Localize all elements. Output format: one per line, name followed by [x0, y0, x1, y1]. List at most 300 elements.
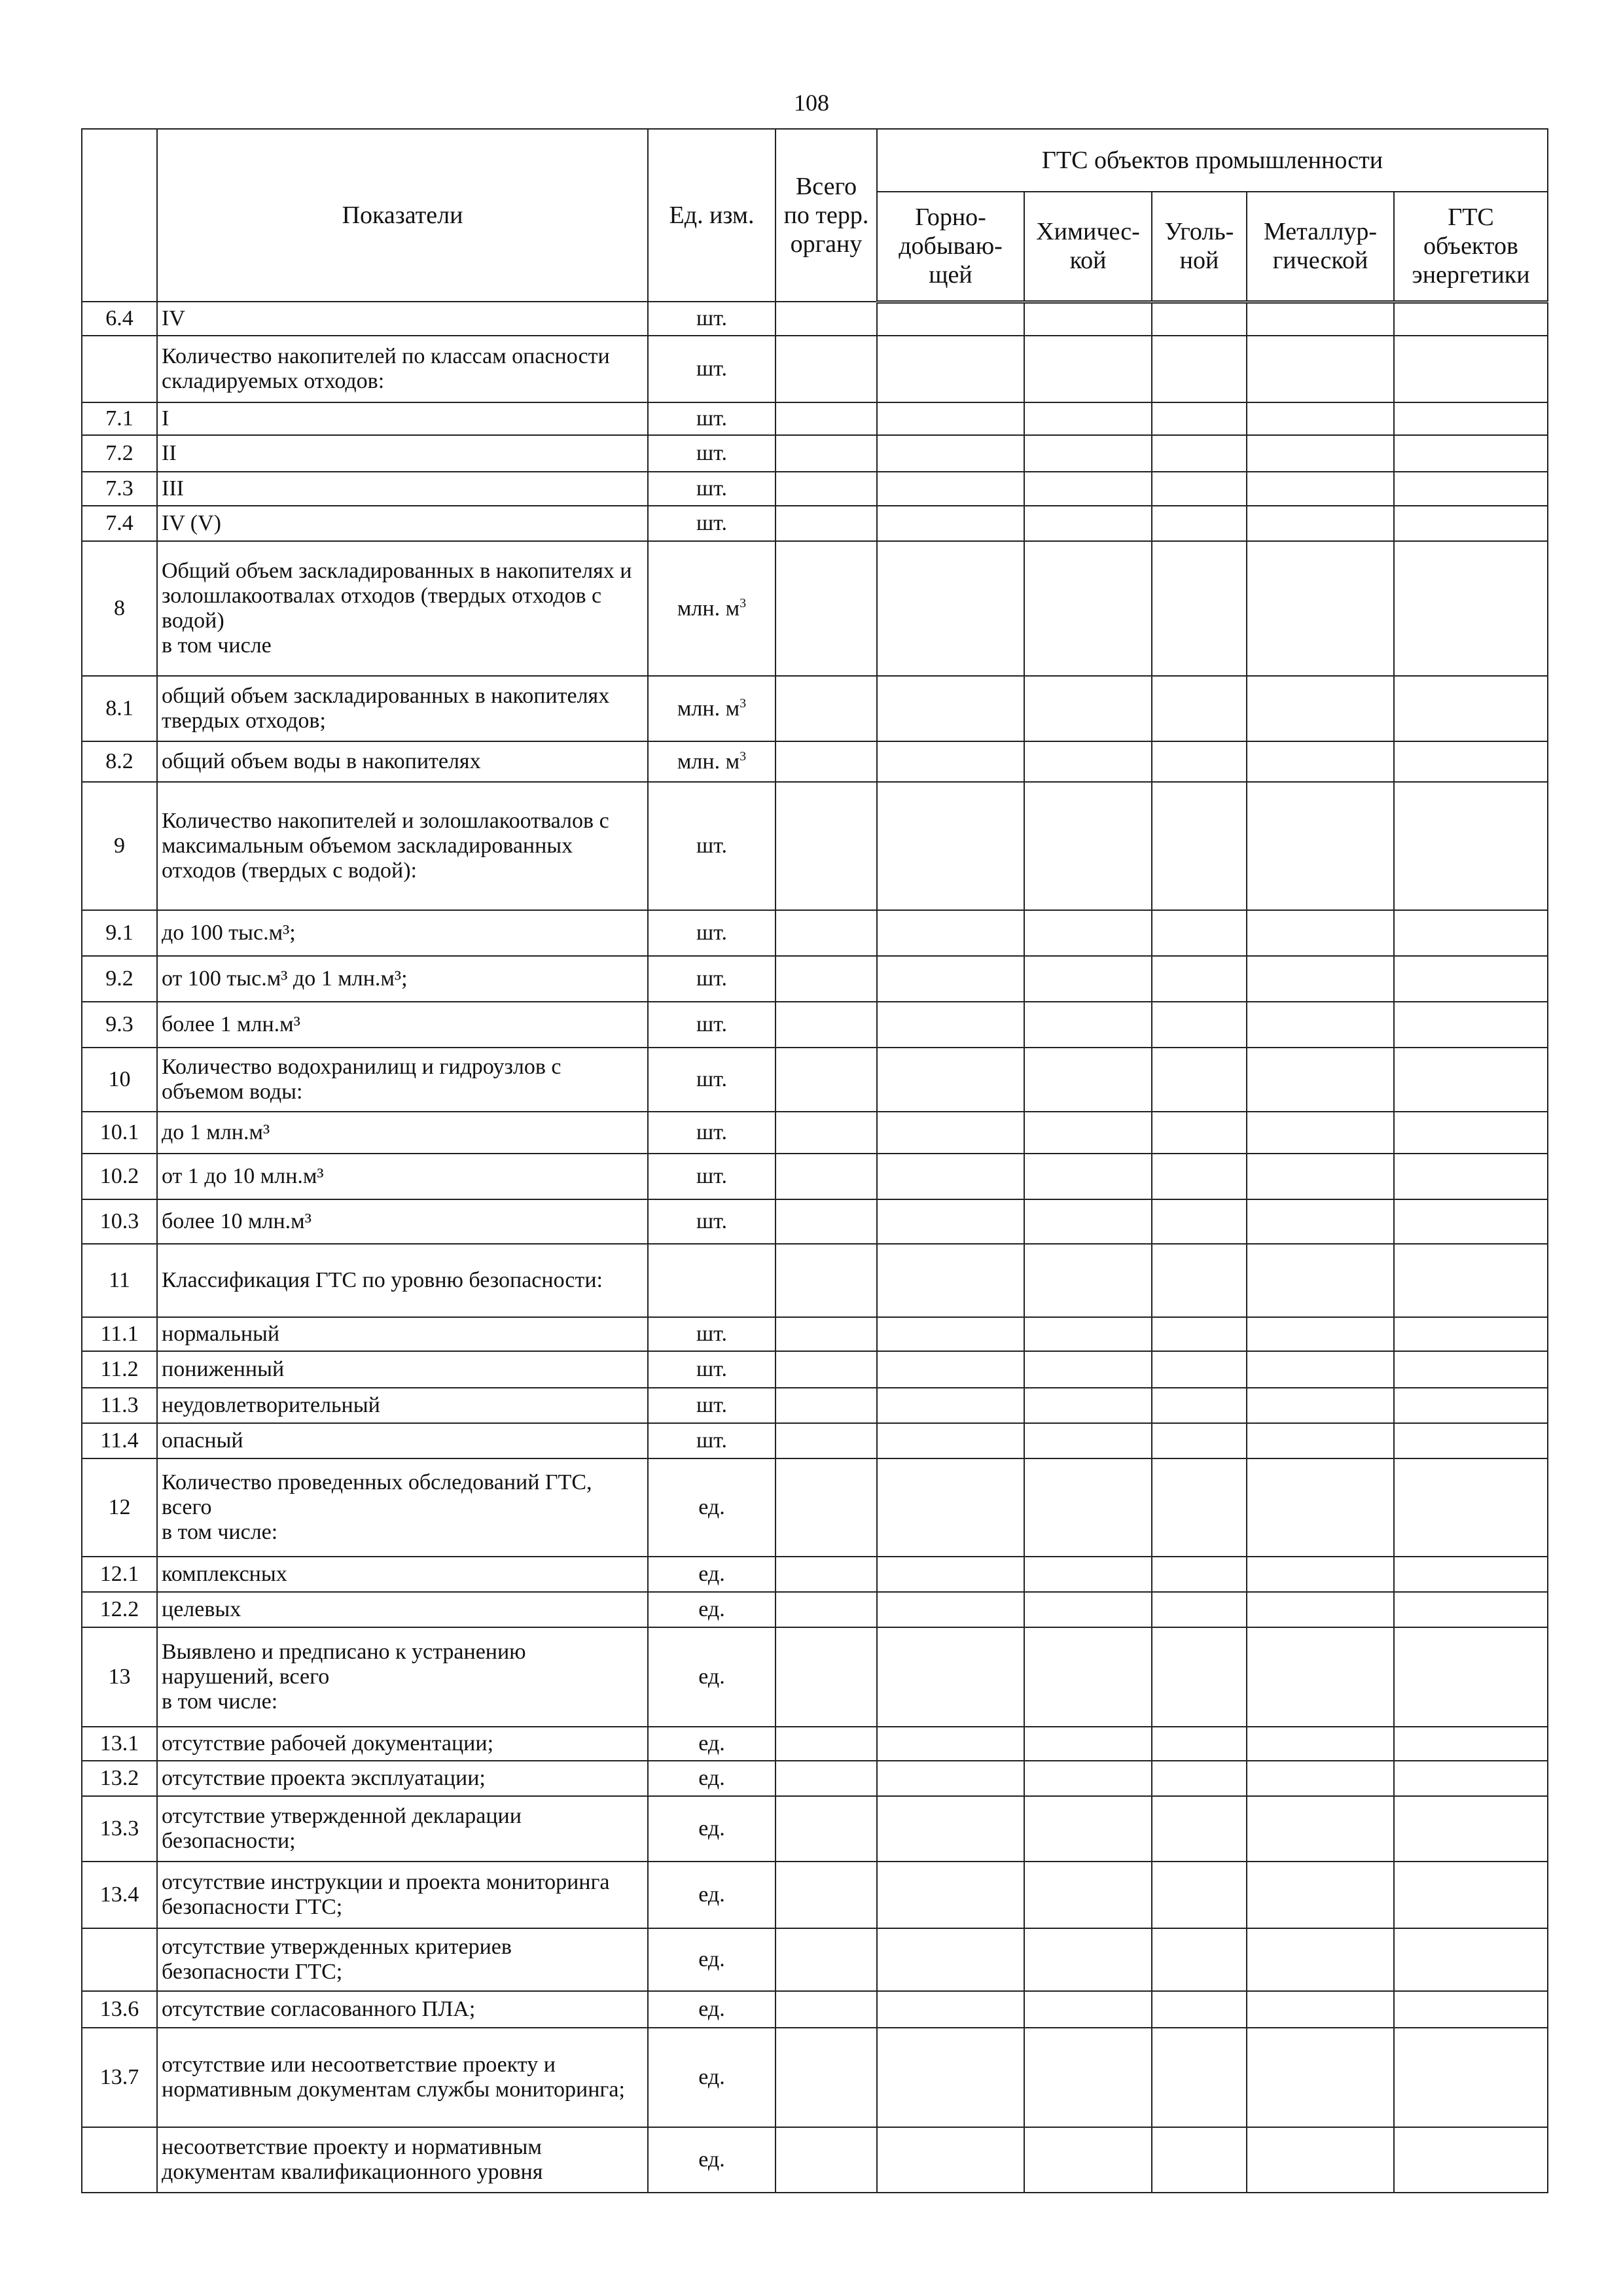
- row-indicator: II: [157, 435, 648, 472]
- cell-mining[interactable]: [877, 1244, 1024, 1317]
- cell-metallurgy[interactable]: [1247, 402, 1394, 435]
- cell-mining[interactable]: [877, 1862, 1024, 1928]
- cell-mining[interactable]: [877, 541, 1024, 676]
- row-unit: [648, 435, 776, 472]
- row-number: [82, 1928, 157, 1991]
- row-unit-label: ед.: [698, 1731, 725, 1756]
- cell-metallurgy[interactable]: [1247, 506, 1394, 541]
- cell-chemical[interactable]: [1024, 741, 1152, 782]
- cell-mining[interactable]: [877, 435, 1024, 472]
- cell-energy[interactable]: [1394, 435, 1548, 472]
- row-indicator: от 100 тыс.м³ до 1 млн.м³;: [157, 956, 648, 1002]
- cell-coal[interactable]: [1152, 1796, 1247, 1862]
- cell-mining[interactable]: [877, 1592, 1024, 1627]
- cell-total[interactable]: [776, 1862, 877, 1928]
- cell-mining[interactable]: [877, 1557, 1024, 1592]
- cell-total[interactable]: [776, 1761, 877, 1796]
- cell-energy[interactable]: [1394, 1351, 1548, 1388]
- table-row: [82, 402, 1548, 435]
- cell-chemical[interactable]: [1024, 1592, 1152, 1627]
- cell-total[interactable]: [776, 910, 877, 956]
- cell-chemical[interactable]: [1024, 435, 1152, 472]
- cell-coal[interactable]: [1152, 1928, 1247, 1991]
- cell-total[interactable]: [776, 336, 877, 402]
- cell-coal[interactable]: [1152, 1112, 1247, 1154]
- table-row: [82, 472, 1548, 506]
- row-number: 13.1: [82, 1727, 157, 1761]
- cell-coal[interactable]: [1152, 541, 1247, 676]
- cell-metallurgy[interactable]: [1247, 435, 1394, 472]
- cell-chemical[interactable]: [1024, 1761, 1152, 1796]
- cell-chemical[interactable]: [1024, 1112, 1152, 1154]
- header-metallurgy: Металлур-гической: [1247, 192, 1394, 302]
- row-number: 13.7: [82, 2028, 157, 2127]
- cell-chemical[interactable]: [1024, 1458, 1152, 1557]
- row-unit-label: шт.: [696, 1209, 727, 1233]
- cell-metallurgy[interactable]: [1247, 1154, 1394, 1199]
- cell-total[interactable]: [776, 956, 877, 1002]
- cell-chemical[interactable]: [1024, 1199, 1152, 1244]
- row-unit: [648, 336, 776, 402]
- table-row: [82, 1351, 1548, 1388]
- row-unit-label: шт.: [696, 1067, 727, 1091]
- row-unit-label: ед.: [698, 1766, 725, 1790]
- header-unit: Ед. изм.: [648, 129, 776, 302]
- row-indicator: опасный: [157, 1423, 648, 1458]
- cell-metallurgy[interactable]: [1247, 1557, 1394, 1592]
- row-number: 7.3: [82, 472, 157, 506]
- cell-chemical[interactable]: [1024, 541, 1152, 676]
- row-indicator: общий объем заскладированных в накопителях твердых отходов;: [157, 676, 648, 741]
- cell-metallurgy[interactable]: [1247, 956, 1394, 1002]
- cell-coal[interactable]: [1152, 2127, 1247, 2193]
- cell-total[interactable]: [776, 435, 877, 472]
- cell-total[interactable]: [776, 472, 877, 506]
- cell-energy[interactable]: [1394, 1423, 1548, 1458]
- table-row: [82, 1154, 1548, 1199]
- cell-mining[interactable]: [877, 2028, 1024, 2127]
- cell-coal[interactable]: [1152, 1317, 1247, 1351]
- row-unit-label: ед.: [698, 1562, 725, 1586]
- cell-mining[interactable]: [877, 741, 1024, 782]
- cell-mining[interactable]: [877, 506, 1024, 541]
- row-unit: [648, 1991, 776, 2028]
- cell-metallurgy[interactable]: [1247, 1458, 1394, 1557]
- cell-coal[interactable]: [1152, 676, 1247, 741]
- cell-metallurgy[interactable]: [1247, 1727, 1394, 1761]
- cell-energy[interactable]: [1394, 676, 1548, 741]
- cell-energy[interactable]: [1394, 1557, 1548, 1592]
- cell-coal[interactable]: [1152, 910, 1247, 956]
- cell-coal[interactable]: [1152, 1991, 1247, 2028]
- cell-energy[interactable]: [1394, 2127, 1548, 2193]
- cell-metallurgy[interactable]: [1247, 1991, 1394, 2028]
- cell-coal[interactable]: [1152, 782, 1247, 910]
- cell-chemical[interactable]: [1024, 1727, 1152, 1761]
- row-indicator: Количество водохранилищ и гидроузлов с объемом воды:: [157, 1048, 648, 1112]
- cell-chemical[interactable]: [1024, 1423, 1152, 1458]
- cell-coal[interactable]: [1152, 1199, 1247, 1244]
- cell-energy[interactable]: [1394, 1154, 1548, 1199]
- cell-coal[interactable]: [1152, 302, 1247, 336]
- row-number: 12.2: [82, 1592, 157, 1627]
- cell-energy[interactable]: [1394, 336, 1548, 402]
- cell-coal[interactable]: [1152, 1627, 1247, 1727]
- cell-total[interactable]: [776, 1154, 877, 1199]
- row-unit: [648, 910, 776, 956]
- row-unit: [648, 1112, 776, 1154]
- cell-chemical[interactable]: [1024, 2028, 1152, 2127]
- row-unit: [648, 1761, 776, 1796]
- cell-total[interactable]: [776, 1199, 877, 1244]
- cell-coal[interactable]: [1152, 1351, 1247, 1388]
- cell-chemical[interactable]: [1024, 1557, 1152, 1592]
- cell-total[interactable]: [776, 402, 877, 435]
- cell-coal[interactable]: [1152, 1761, 1247, 1796]
- table-row: [82, 741, 1548, 782]
- cell-energy[interactable]: [1394, 1388, 1548, 1423]
- cell-energy[interactable]: [1394, 402, 1548, 435]
- cell-metallurgy[interactable]: [1247, 1388, 1394, 1423]
- cell-coal[interactable]: [1152, 1002, 1247, 1048]
- cell-metallurgy[interactable]: [1247, 910, 1394, 956]
- row-unit: [648, 1862, 776, 1928]
- cell-energy[interactable]: [1394, 1199, 1548, 1244]
- cell-total[interactable]: [776, 541, 877, 676]
- cell-total[interactable]: [776, 1351, 877, 1388]
- cell-energy[interactable]: [1394, 956, 1548, 1002]
- cell-energy[interactable]: [1394, 1627, 1548, 1727]
- cell-energy[interactable]: [1394, 1458, 1548, 1557]
- cell-coal[interactable]: [1152, 741, 1247, 782]
- cell-coal[interactable]: [1152, 1557, 1247, 1592]
- row-unit: [648, 1928, 776, 1991]
- table-row: [82, 1317, 1548, 1351]
- cell-coal[interactable]: [1152, 336, 1247, 402]
- row-number: 13: [82, 1627, 157, 1727]
- cell-coal[interactable]: [1152, 2028, 1247, 2127]
- cell-chemical[interactable]: [1024, 1244, 1152, 1317]
- row-number: 13.2: [82, 1761, 157, 1796]
- cell-chemical[interactable]: [1024, 1991, 1152, 2028]
- cell-coal[interactable]: [1152, 1458, 1247, 1557]
- header-energy: ГТС объектов энергетики: [1394, 192, 1548, 302]
- row-unit-label: шт.: [696, 1428, 727, 1453]
- cell-chemical[interactable]: [1024, 1317, 1152, 1351]
- cell-chemical[interactable]: [1024, 1627, 1152, 1727]
- cell-mining[interactable]: [877, 1154, 1024, 1199]
- cell-metallurgy[interactable]: [1247, 2028, 1394, 2127]
- table-row: [82, 1627, 1548, 1727]
- row-unit-label: ед.: [698, 2065, 725, 2089]
- cell-chemical[interactable]: [1024, 1048, 1152, 1112]
- cell-energy[interactable]: [1394, 1928, 1548, 1991]
- cell-metallurgy[interactable]: [1247, 1351, 1394, 1388]
- cell-mining[interactable]: [877, 402, 1024, 435]
- row-number: 12: [82, 1458, 157, 1557]
- cell-energy[interactable]: [1394, 910, 1548, 956]
- cell-total[interactable]: [776, 1112, 877, 1154]
- row-indicator: пониженный: [157, 1351, 648, 1388]
- cell-mining[interactable]: [877, 1317, 1024, 1351]
- cell-mining[interactable]: [877, 1423, 1024, 1458]
- cell-energy[interactable]: [1394, 302, 1548, 336]
- row-unit-label: ед.: [698, 1597, 725, 1621]
- cell-chemical[interactable]: [1024, 910, 1152, 956]
- cell-metallurgy[interactable]: [1247, 1048, 1394, 1112]
- cell-energy[interactable]: [1394, 1862, 1548, 1928]
- row-number: 11: [82, 1244, 157, 1317]
- row-number: 10.1: [82, 1112, 157, 1154]
- cell-mining[interactable]: [877, 302, 1024, 336]
- cell-chemical[interactable]: [1024, 302, 1152, 336]
- cell-chemical[interactable]: [1024, 1388, 1152, 1423]
- cell-chemical[interactable]: [1024, 782, 1152, 910]
- cell-metallurgy[interactable]: [1247, 1244, 1394, 1317]
- row-unit-label: шт.: [696, 921, 727, 945]
- cell-total[interactable]: [776, 676, 877, 741]
- cell-metallurgy[interactable]: [1247, 1112, 1394, 1154]
- cell-total[interactable]: [776, 1423, 877, 1458]
- cell-coal[interactable]: [1152, 1048, 1247, 1112]
- cell-energy[interactable]: [1394, 1727, 1548, 1761]
- cell-energy[interactable]: [1394, 541, 1548, 676]
- cell-mining[interactable]: [877, 782, 1024, 910]
- cell-coal[interactable]: [1152, 1423, 1247, 1458]
- row-number: 6.4: [82, 302, 157, 336]
- row-number: 11.1: [82, 1317, 157, 1351]
- cell-mining[interactable]: [877, 910, 1024, 956]
- cell-chemical[interactable]: [1024, 1351, 1152, 1388]
- row-unit-label: шт.: [696, 1393, 727, 1417]
- cell-metallurgy[interactable]: [1247, 741, 1394, 782]
- row-indicator: Классификация ГТС по уровню безопасности:: [157, 1244, 648, 1317]
- cell-metallurgy[interactable]: [1247, 1761, 1394, 1796]
- cell-chemical[interactable]: [1024, 1154, 1152, 1199]
- cell-coal[interactable]: [1152, 1244, 1247, 1317]
- row-unit: [648, 1796, 776, 1862]
- cell-metallurgy[interactable]: [1247, 472, 1394, 506]
- cell-coal[interactable]: [1152, 472, 1247, 506]
- cell-total[interactable]: [776, 302, 877, 336]
- cell-chemical[interactable]: [1024, 1862, 1152, 1928]
- row-number: [82, 336, 157, 402]
- cell-total[interactable]: [776, 1458, 877, 1557]
- row-unit-label: шт.: [696, 1164, 727, 1188]
- table-row: [82, 1458, 1548, 1557]
- cell-total[interactable]: [776, 1592, 877, 1627]
- cell-metallurgy[interactable]: [1247, 1862, 1394, 1928]
- row-indicator: Количество проведенных обследований ГТС, всего в том числе:: [157, 1458, 648, 1557]
- row-indicator: отсутствие инструкции и проекта мониторинга безопасности ГТС;: [157, 1862, 648, 1928]
- row-indicator: от 1 до 10 млн.м³: [157, 1154, 648, 1199]
- row-number: 7.2: [82, 435, 157, 472]
- cell-energy[interactable]: [1394, 741, 1548, 782]
- table-row: [82, 302, 1548, 336]
- cell-total[interactable]: [776, 1317, 877, 1351]
- cell-mining[interactable]: [877, 676, 1024, 741]
- cell-mining[interactable]: [877, 956, 1024, 1002]
- cell-total[interactable]: [776, 1627, 877, 1727]
- cell-chemical[interactable]: [1024, 956, 1152, 1002]
- cell-coal[interactable]: [1152, 435, 1247, 472]
- cell-total[interactable]: [776, 1244, 877, 1317]
- row-unit: [648, 541, 776, 676]
- cell-total[interactable]: [776, 1388, 877, 1423]
- table-row: [82, 1388, 1548, 1423]
- cell-chemical[interactable]: [1024, 402, 1152, 435]
- cell-energy[interactable]: [1394, 1112, 1548, 1154]
- cell-metallurgy[interactable]: [1247, 1928, 1394, 1991]
- cell-total[interactable]: [776, 1727, 877, 1761]
- cell-metallurgy[interactable]: [1247, 302, 1394, 336]
- cell-coal[interactable]: [1152, 1154, 1247, 1199]
- cell-total[interactable]: [776, 2127, 877, 2193]
- row-unit-label: ед.: [698, 1882, 725, 1907]
- cell-chemical[interactable]: [1024, 2127, 1152, 2193]
- table-row: [82, 1928, 1548, 1991]
- cell-coal[interactable]: [1152, 1862, 1247, 1928]
- table-row: [82, 1199, 1548, 1244]
- cell-metallurgy[interactable]: [1247, 1627, 1394, 1727]
- cell-mining[interactable]: [877, 1388, 1024, 1423]
- cell-total[interactable]: [776, 2028, 877, 2127]
- cell-metallurgy[interactable]: [1247, 1199, 1394, 1244]
- cell-energy[interactable]: [1394, 1761, 1548, 1796]
- cell-metallurgy[interactable]: [1247, 2127, 1394, 2193]
- row-unit-label: млн. м: [677, 749, 740, 774]
- cell-chemical[interactable]: [1024, 1928, 1152, 1991]
- cell-energy[interactable]: [1394, 2028, 1548, 2127]
- cell-mining[interactable]: [877, 472, 1024, 506]
- cell-mining[interactable]: [877, 1928, 1024, 1991]
- row-unit-label: шт.: [696, 834, 727, 858]
- cell-metallurgy[interactable]: [1247, 541, 1394, 676]
- header-indicator: Показатели: [157, 129, 648, 302]
- row-indicator: до 1 млн.м³: [157, 1112, 648, 1154]
- cell-mining[interactable]: [877, 1761, 1024, 1796]
- row-indicator: Выявлено и предписано к устранению нарушений, всего в том числе:: [157, 1627, 648, 1727]
- row-indicator: комплексных: [157, 1557, 648, 1592]
- row-unit: [648, 1388, 776, 1423]
- cell-coal[interactable]: [1152, 402, 1247, 435]
- cell-metallurgy[interactable]: [1247, 336, 1394, 402]
- cell-chemical[interactable]: [1024, 506, 1152, 541]
- row-indicator: несоответствие проекту и нормативным документам квалификационного уровня: [157, 2127, 648, 2193]
- row-unit-label: ед.: [698, 1495, 725, 1519]
- cell-mining[interactable]: [877, 1991, 1024, 2028]
- cell-chemical[interactable]: [1024, 676, 1152, 741]
- cell-chemical[interactable]: [1024, 1796, 1152, 1862]
- cell-mining[interactable]: [877, 1796, 1024, 1862]
- cell-energy[interactable]: [1394, 1244, 1548, 1317]
- cell-mining[interactable]: [877, 1199, 1024, 1244]
- row-unit: [648, 741, 776, 782]
- row-unit: [648, 1557, 776, 1592]
- cell-energy[interactable]: [1394, 1991, 1548, 2028]
- cell-energy[interactable]: [1394, 782, 1548, 910]
- table-row: [82, 2127, 1548, 2193]
- cell-coal[interactable]: [1152, 506, 1247, 541]
- row-indicator: IV (V): [157, 506, 648, 541]
- cell-metallurgy[interactable]: [1247, 1002, 1394, 1048]
- cell-energy[interactable]: [1394, 1048, 1548, 1112]
- cell-metallurgy[interactable]: [1247, 676, 1394, 741]
- cell-mining[interactable]: [877, 1727, 1024, 1761]
- row-unit-label: шт.: [696, 511, 727, 535]
- cell-mining[interactable]: [877, 336, 1024, 402]
- row-unit: [648, 2028, 776, 2127]
- cell-metallurgy[interactable]: [1247, 782, 1394, 910]
- cell-total[interactable]: [776, 741, 877, 782]
- cell-metallurgy[interactable]: [1247, 1317, 1394, 1351]
- cell-energy[interactable]: [1394, 472, 1548, 506]
- cell-metallurgy[interactable]: [1247, 1423, 1394, 1458]
- cell-total[interactable]: [776, 1928, 877, 1991]
- cell-mining[interactable]: [877, 1627, 1024, 1727]
- cell-coal[interactable]: [1152, 1592, 1247, 1627]
- cell-total[interactable]: [776, 1048, 877, 1112]
- cell-mining[interactable]: [877, 1002, 1024, 1048]
- cell-total[interactable]: [776, 1991, 877, 2028]
- row-unit-label: шт.: [696, 1322, 727, 1346]
- cell-metallurgy[interactable]: [1247, 1592, 1394, 1627]
- cell-coal[interactable]: [1152, 1388, 1247, 1423]
- cell-energy[interactable]: [1394, 1002, 1548, 1048]
- cell-total[interactable]: [776, 1796, 877, 1862]
- cell-coal[interactable]: [1152, 1727, 1247, 1761]
- row-indicator: целевых: [157, 1592, 648, 1627]
- cell-total[interactable]: [776, 1002, 877, 1048]
- row-unit: [648, 302, 776, 336]
- row-number: 13.4: [82, 1862, 157, 1928]
- cell-energy[interactable]: [1394, 1796, 1548, 1862]
- cell-energy[interactable]: [1394, 506, 1548, 541]
- cell-mining[interactable]: [877, 2127, 1024, 2193]
- table-row: [82, 1592, 1548, 1627]
- cell-metallurgy[interactable]: [1247, 1796, 1394, 1862]
- table-header: [82, 129, 1548, 302]
- row-number: 9: [82, 782, 157, 910]
- cell-mining[interactable]: [877, 1458, 1024, 1557]
- row-unit: [648, 1727, 776, 1761]
- row-unit-label: шт.: [696, 306, 727, 330]
- cell-total[interactable]: [776, 782, 877, 910]
- row-unit-label: ед.: [698, 2147, 725, 2172]
- cell-chemical[interactable]: [1024, 472, 1152, 506]
- row-indicator: I: [157, 402, 648, 435]
- table-row: [82, 2028, 1548, 2127]
- row-indicator: отсутствие утвержденных критериев безопасности ГТС;: [157, 1928, 648, 1991]
- row-unit: [648, 1423, 776, 1458]
- cell-energy[interactable]: [1394, 1317, 1548, 1351]
- cell-mining[interactable]: [877, 1112, 1024, 1154]
- cell-total[interactable]: [776, 506, 877, 541]
- row-unit: [648, 1154, 776, 1199]
- cell-mining[interactable]: [877, 1048, 1024, 1112]
- cell-coal[interactable]: [1152, 956, 1247, 1002]
- cell-chemical[interactable]: [1024, 336, 1152, 402]
- row-indicator: общий объем воды в накопителях: [157, 741, 648, 782]
- cell-chemical[interactable]: [1024, 1002, 1152, 1048]
- row-unit-label: шт.: [696, 357, 727, 381]
- cell-mining[interactable]: [877, 1351, 1024, 1388]
- cell-total[interactable]: [776, 1557, 877, 1592]
- cell-energy[interactable]: [1394, 1592, 1548, 1627]
- row-indicator: отсутствие или несоответствие проекту и нормативным документам службы мониторинга;: [157, 2028, 648, 2127]
- row-unit-label: ед.: [698, 1816, 725, 1841]
- header-chemical: Химичес-кой: [1024, 192, 1152, 302]
